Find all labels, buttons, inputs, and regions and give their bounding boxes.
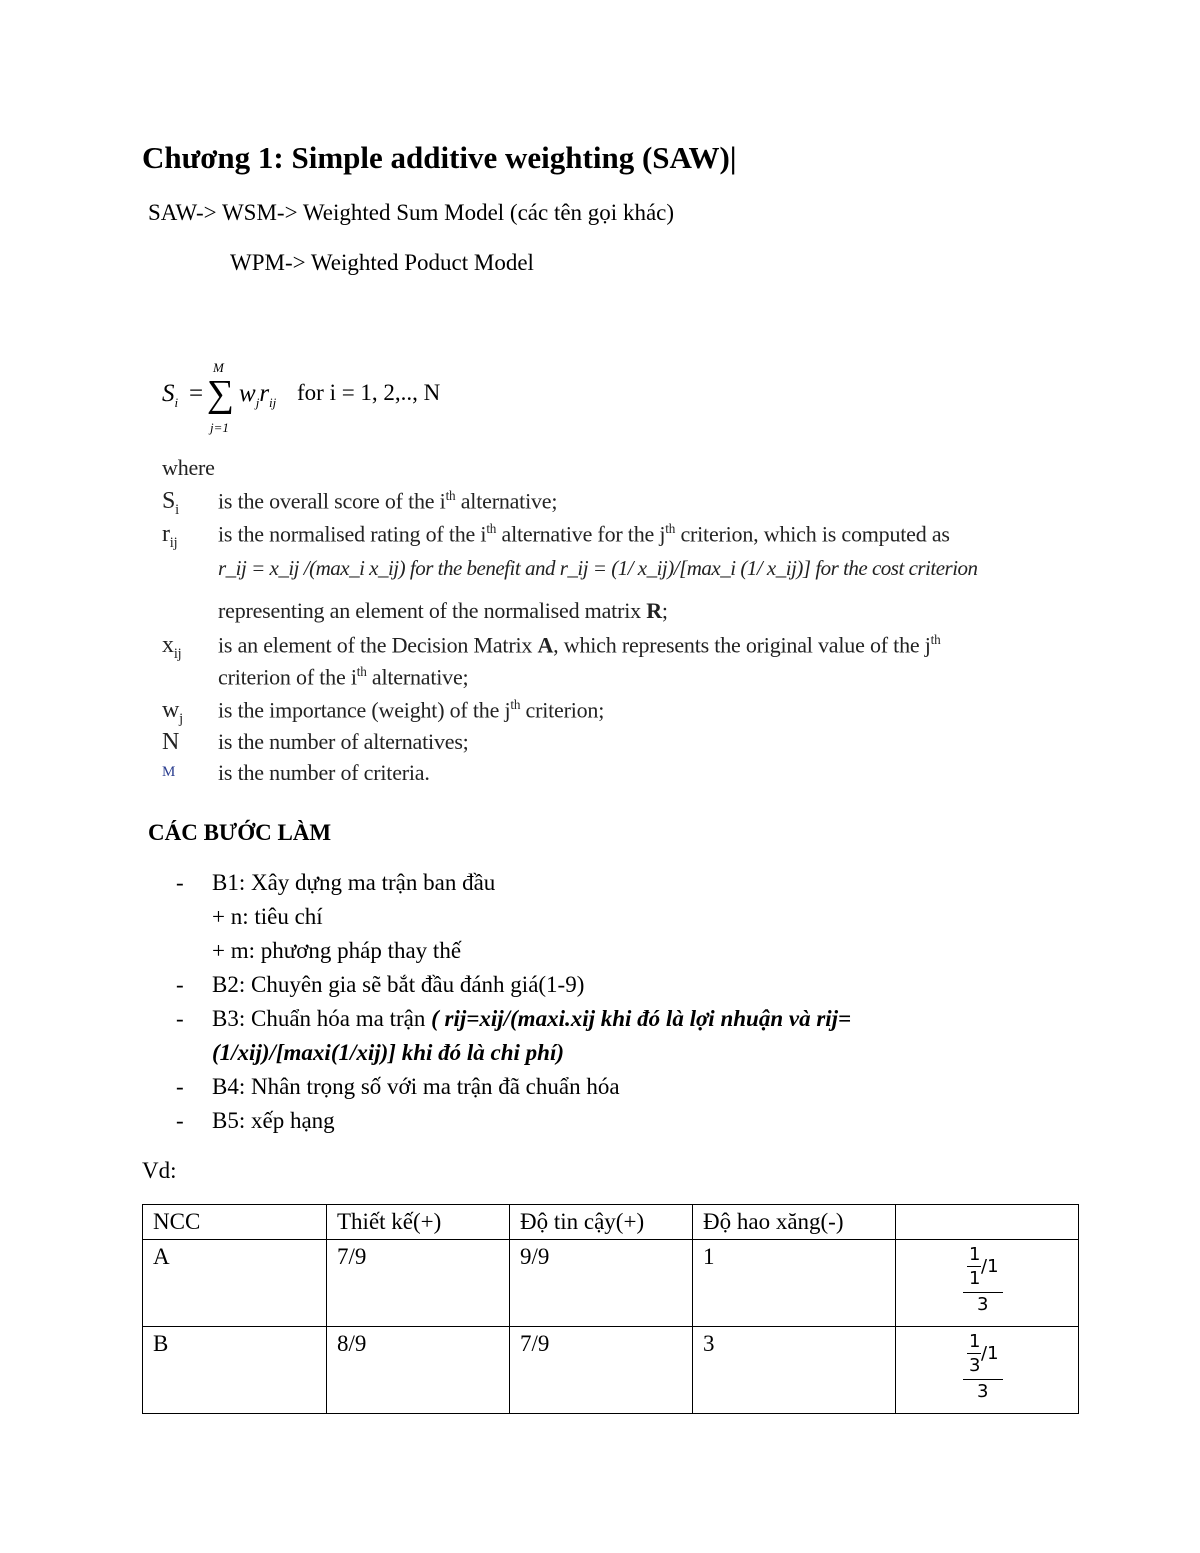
table-header-cell: Độ hao xăng(-) <box>693 1205 896 1240</box>
table-header-cell <box>896 1205 1079 1240</box>
formula-sum-upper: M <box>213 360 224 375</box>
def-x: is an element of the Decision Matrix A, which represents the original value of the $j^{th}$ <box>218 632 941 658</box>
table-cell-ncc: B <box>143 1327 327 1414</box>
page-title: Chương 1: Simple additive weighting (SAW)| <box>142 140 737 175</box>
formula-lhs: $S_i$ <box>162 380 179 410</box>
step-b3-cont: (1/xij)/[maxi(1/xij)] khi đó là chi phí) <box>212 1040 565 1065</box>
symbol-n: N <box>162 729 180 755</box>
symbol-r: $r_{ij}$ <box>162 521 178 551</box>
step-b3: B3: Chuẩn hóa ma trận ( rij=xij/(maxi.xij khi đó là lợi nhuận và rij= <box>212 1006 852 1031</box>
table-row <box>143 1240 1079 1327</box>
step-b2: B2: Chuyên gia sẽ bắt đầu đánh giá(1-9) <box>212 972 585 997</box>
formula-sum-lower: j=1 <box>210 420 229 435</box>
table-cell-design: 7/9 <box>327 1240 510 1327</box>
def-x-cont: criterion of the $i^{th}$ alternative; <box>218 664 469 690</box>
bullet-b3: - <box>176 1006 184 1031</box>
formula-sigma: ∑ <box>207 373 235 415</box>
saw-formula <box>162 360 462 440</box>
table-row <box>143 1327 1079 1414</box>
table-header-cell: Thiết kế(+) <box>327 1205 510 1240</box>
formula-range: for i = 1, 2,.., N <box>297 380 441 405</box>
bullet-b4: - <box>176 1074 184 1099</box>
def-w: is the importance (weight) of the $j^{th}$ criterion; <box>218 697 605 723</box>
table-cell-fraction <box>896 1327 1079 1414</box>
table-cell-design: 8/9 <box>327 1327 510 1414</box>
step-b1-sub2: + m: phương pháp thay thế <box>212 938 462 963</box>
example-table <box>142 1204 1079 1414</box>
steps-heading: CÁC BƯỚC LÀM <box>148 820 332 845</box>
def-n: is the number of alternatives; <box>218 729 469 754</box>
example-label: Vd: <box>142 1158 177 1183</box>
def-r: is the normalised rating of the $i^{th}$ alternative for the $j^{th}$ criterion, which is computed as <box>218 521 950 547</box>
step-b1: B1: Xây dựng ma trận ban đầu <box>212 870 496 895</box>
table-header-cell: Độ tin cậy(+) <box>510 1205 693 1240</box>
formula-terms: $w_jr_{ij}$ <box>239 380 277 410</box>
fraction: 1 3 /1 3 <box>957 1331 1017 1403</box>
step-b4: B4: Nhân trọng số với ma trận đã chuẩn hóa <box>212 1074 620 1099</box>
def-r-formula: r_ij = x_ij /(max_i x_ij) for the benefit and r_ij = (1/ x_ij)/[max_i (1/ x_ij)] for the cost criterion <box>218 556 978 580</box>
intro-line-wpm: WPM-> Weighted Poduct Model <box>230 250 534 275</box>
symbol-s: $S_i$ <box>162 488 179 518</box>
symbol-x: $x_{ij}$ <box>162 632 182 662</box>
bullet-b2: - <box>176 972 184 997</box>
bullet-b1: - <box>176 870 184 895</box>
def-s: is the overall score of the $i^{th}$ alternative; <box>218 488 558 514</box>
table-header-row <box>143 1205 1079 1240</box>
def-r-matrix: representing an element of the normalised matrix R; <box>218 598 668 623</box>
step-b1-sub1: + n: tiêu chí <box>212 904 323 929</box>
table-cell-fraction <box>896 1240 1079 1327</box>
table-cell-fuel: 1 <box>693 1240 896 1327</box>
step-b5: B5: xếp hạng <box>212 1108 335 1133</box>
table-cell-fuel: 3 <box>693 1327 896 1414</box>
symbol-w: $w_j$ <box>162 697 183 727</box>
table-cell-ncc: A <box>143 1240 327 1327</box>
table-cell-reliability: 7/9 <box>510 1327 693 1414</box>
table-header-cell: NCC <box>143 1205 327 1240</box>
fraction: 1 1 /1 3 <box>957 1244 1017 1316</box>
def-m: is the number of criteria. <box>218 760 430 785</box>
table-cell-reliability: 9/9 <box>510 1240 693 1327</box>
intro-line-saw: SAW-> WSM-> Weighted Sum Model (các tên gọi khác) <box>148 200 675 225</box>
symbol-m: M <box>162 764 176 780</box>
where-label: where <box>162 455 215 480</box>
formula-equals: = <box>189 380 204 407</box>
bullet-b5: - <box>176 1108 184 1133</box>
